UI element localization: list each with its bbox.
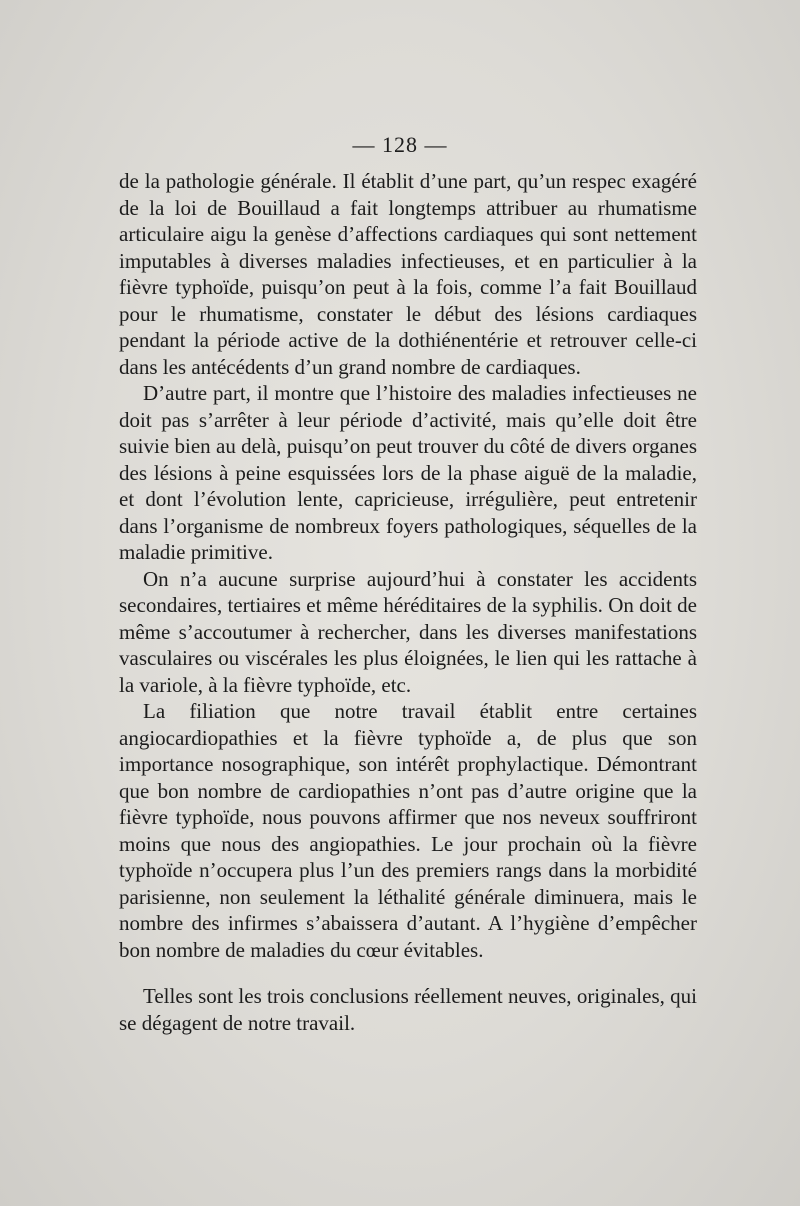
- paragraph-5: Telles sont les trois conclusions réellement neuves, originales, qui se dégagent de notre travail.: [119, 984, 697, 1035]
- page-number: — 128 —: [352, 132, 448, 157]
- paragraph-2: D’autre part, il montre que l’histoire des maladies infectieuses ne doit pas s’arrêter à leur période d’activité, mais qu’elle doit être suivie bien au delà, puisqu’on peut trouver du côté de divers organes des lésions à peine esquissées lors de la phase aiguë de la maladie, et dont l’évolution lente, capricieuse, irrégulière, peut entretenir dans l’organisme de nombreux foyers pathologiques, séquelles de la maladie primitive.: [119, 381, 697, 564]
- paragraph-4: La filiation que notre travail établit entre certaines angiocardiopathies et la fièvre typhoïde a, de plus que son importance nosographique, son intérêt prophylactique. Démontrant que bon nombre de cardiopathies n’ont pas d’autre origine que la fièvre typhoïde, nous pouvons affirmer que nos neveux souffriront moins que nous des angiopathies. Le jour prochain où la fièvre typhoïde n’occupera plus l’un des premiers rangs dans la morbidité parisienne, non seulement la léthalité générale diminuera, mais le nombre des infirmes s’abaissera d’autant. A l’hygiène d’empêcher bon nombre de maladies du cœur évitables.: [119, 699, 697, 962]
- paragraph-3: On n’a aucune surprise aujourd’hui à constater les accidents secondaires, tertiaires et même héréditaires de la syphilis. On doit de même s’accoutumer à rechercher, dans les diverses manifestations vasculaires ou viscérales les plus éloignées, le lien qui les rattache à la variole, à la fièvre typhoïde, etc.: [119, 566, 697, 697]
- paragraph-1: de la pathologie générale. Il établit d’une part, qu’un respec exagéré de la loi de Bouillaud a fait longtemps attribuer au rhumatisme articulaire aigu la genèse d’affections cardiaques qui sont nettement imputables à diverses maladies infectieuses, et en particulier à la fièvre typhoïde, puisqu’on peut à la fois, comme l’a fait Bouillaud pour le rhumatisme, constater le début des lésions cardiaques pendant la période active de la dothiénentérie et retrouver celle-ci dans les antécédents d’un grand nombre de cardiaques.: [119, 169, 697, 379]
- body-text: [119, 168, 697, 1036]
